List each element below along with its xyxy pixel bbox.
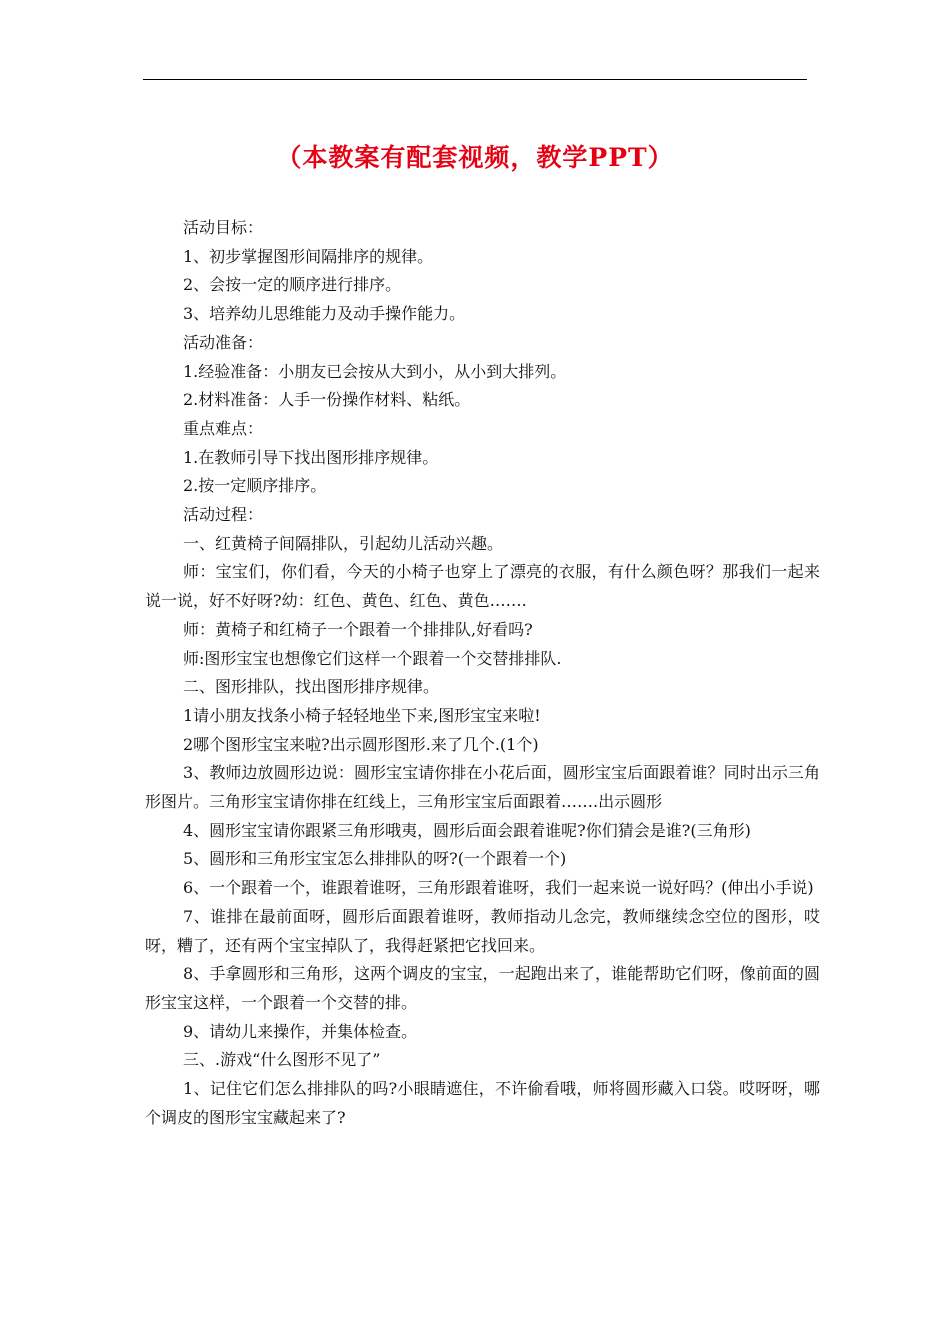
paragraph: 1请小朋友找条小椅子轻轻地坐下来,图形宝宝来啦! bbox=[183, 705, 541, 725]
paragraph: 活动过程： bbox=[183, 505, 264, 525]
paragraph: 9、请幼儿来操作，并集体检查。 bbox=[183, 1021, 418, 1041]
paragraph: 三、.游戏“什么图形不见了” bbox=[183, 1050, 381, 1070]
paragraph: 1、记住它们怎么排排队的吗?小眼睛遮住，不许偷看哦，师将圆形藏入口袋。哎呀呀，哪个调皮的图形宝宝藏起来了? bbox=[145, 1079, 820, 1127]
paragraph: 一、红黄椅子间隔排队，引起幼儿活动兴趣。 bbox=[183, 533, 504, 553]
paragraph: 2哪个图形宝宝来啦?出示圆形图形.来了几个.(1个) bbox=[183, 734, 539, 754]
paragraph: 7、谁排在最前面呀，圆形后面跟着谁呀，教师指动儿念完，教师继续念空位的图形，哎呀，糟了，还有两个宝宝掉队了，我得赶紧把它找回来。 bbox=[145, 906, 820, 955]
paragraph: 1、初步掌握图形间隔排序的规律。 bbox=[183, 246, 434, 266]
paragraph: 重点难点： bbox=[183, 418, 264, 438]
paragraph: 8、手拿圆形和三角形，这两个调皮的宝宝，一起跑出来了，谁能帮助它们呀，像前面的圆形宝宝这样，一个跟着一个交替的排。 bbox=[145, 964, 820, 1012]
paragraph: 师:图形宝宝也想像它们这样一个跟着一个交替排排队. bbox=[183, 648, 562, 668]
paragraph: 师：黄椅子和红椅子一个跟着一个排排队,好看吗? bbox=[183, 619, 533, 639]
document-body bbox=[145, 214, 820, 1133]
paragraph: 二、图形排队，找出图形排序规律。 bbox=[183, 677, 440, 697]
paragraph: 5、圆形和三角形宝宝怎么排排队的呀?(一个跟着一个) bbox=[183, 849, 567, 869]
paragraph: 2.材料准备：人手一份操作材料、粘纸。 bbox=[183, 390, 471, 410]
paragraph: 2、会按一定的顺序进行排序。 bbox=[183, 275, 402, 295]
paragraph: 2.按一定顺序排序。 bbox=[183, 476, 327, 496]
paragraph: 1.经验准备：小朋友已会按从大到小，从小到大排列。 bbox=[183, 361, 567, 381]
page-title: （本教案有配套视频，教学PPT） bbox=[276, 143, 674, 172]
paragraph: 活动目标： bbox=[183, 218, 264, 237]
header-rule bbox=[143, 79, 807, 80]
paragraph: 活动准备： bbox=[183, 332, 264, 352]
paragraph: 师：宝宝们，你们看，今天的小椅子也穿上了漂亮的衣服，有什么颜色呀？那我们一起来说一说，好不好呀?幼：红色、黄色、红色、黄色……. bbox=[145, 562, 820, 611]
paragraph: 3、教师边放圆形边说：圆形宝宝请你排在小花后面，圆形宝宝后面跟着谁？同时出示三角形图片。三角形宝宝请你排在红线上，三角形宝宝后面跟着…….出示圆形 bbox=[145, 763, 820, 812]
paragraph: 1.在教师引导下找出图形排序规律。 bbox=[183, 447, 439, 467]
paragraph: 6、一个跟着一个，谁跟着谁呀，三角形跟着谁呀，我们一起来说一说好吗？(伸出小手说) bbox=[183, 878, 814, 898]
paragraph: 3、培养幼儿思维能力及动手操作能力。 bbox=[183, 304, 466, 324]
paragraph: 4、圆形宝宝请你跟紧三角形哦夷，圆形后面会跟着谁呢?你们猜会是谁?(三角形) bbox=[183, 820, 751, 840]
